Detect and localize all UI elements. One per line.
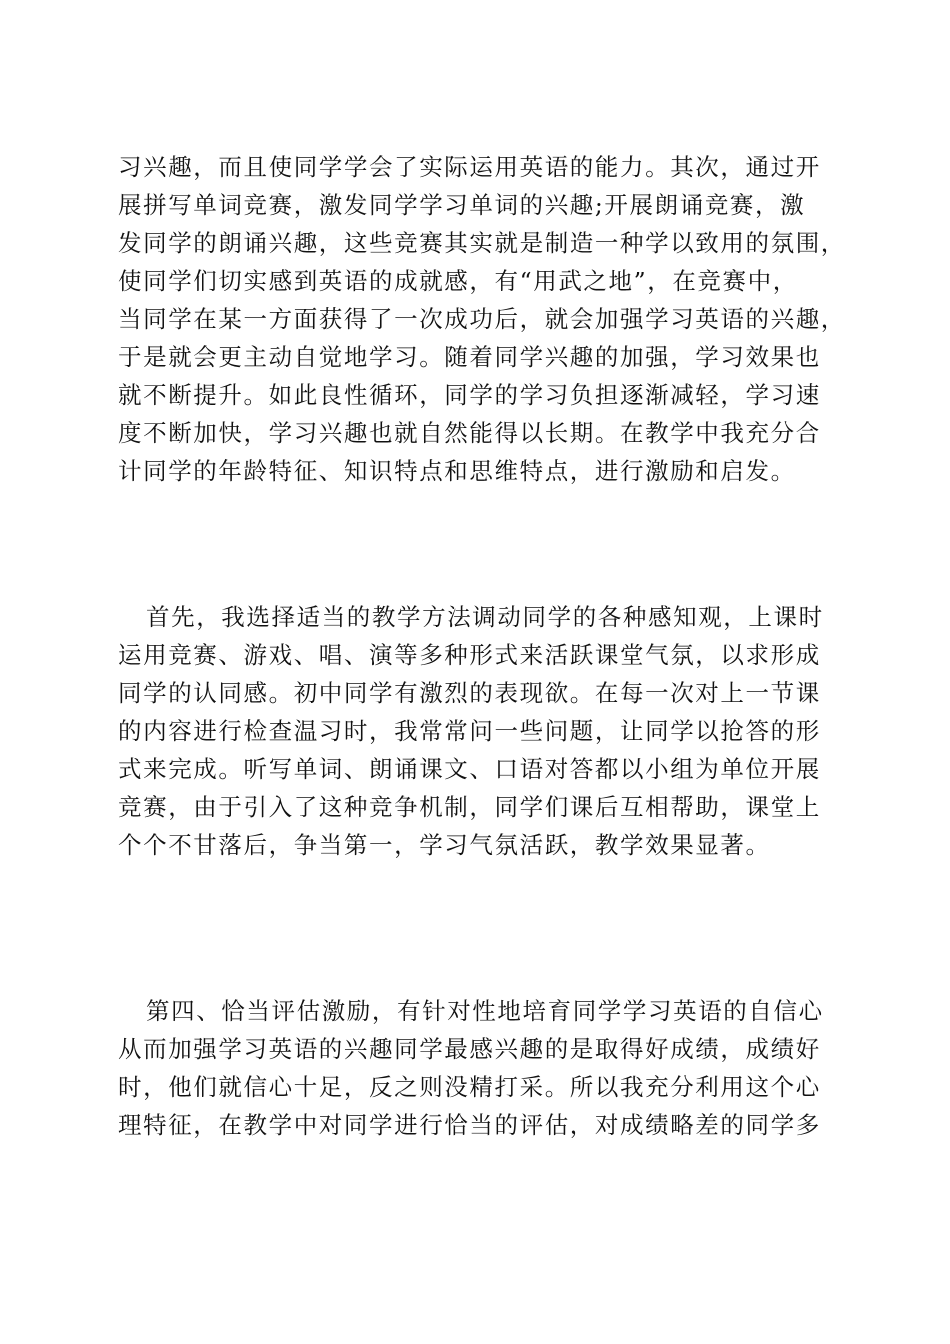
text-line: 时，他们就信心十足，反之则没精打采。所以我充分利用这个心: [118, 1073, 821, 1101]
text-line: 就不断提升。如此良性循环，同学的学习负担逐渐减轻，学习速: [118, 381, 821, 409]
text-line: 运用竞赛、游戏、唱、演等多种形式来活跃课堂气氛，以求形成: [118, 641, 821, 669]
text-line: 首先，我选择适当的教学方法调动同学的各种感知观，上课时: [146, 603, 824, 631]
text-line: 展拼写单词竞赛，激发同学学习单词的兴趣;开展朗诵竞赛，激: [118, 191, 806, 219]
text-line: 度不断加快，学习兴趣也就自然能得以长期。在教学中我充分合: [118, 419, 821, 447]
text-line: 理特征，在教学中对同学进行恰当的评估，对成绩略差的同学多: [118, 1111, 821, 1139]
text-line: 当同学在某一方面获得了一次成功后，就会加强学习英语的兴趣，: [118, 305, 846, 333]
paragraph-3: [118, 992, 838, 1144]
text-line: 从而加强学习英语的兴趣同学最感兴趣的是取得好成绩，成绩好: [118, 1035, 821, 1063]
text-line: 第四、恰当评估激励，有针对性地培育同学学习英语的自信心: [146, 997, 824, 1025]
text-line: 发同学的朗诵兴趣，这些竞赛其实就是制造一种学以致用的氛围，: [118, 229, 846, 257]
text-line: 竞赛，由于引入了这种竞争机制，同学们课后互相帮助，课堂上: [118, 793, 821, 821]
paragraph-2: [118, 598, 838, 864]
text-line: 个个不甘落后，争当第一，学习气氛活跃，教学效果显著。: [118, 831, 771, 859]
text-line: 于是就会更主动自觉地学习。随着同学兴趣的加强，学习效果也: [118, 343, 821, 371]
text-line: 的内容进行检查温习时，我常常问一些问题，让同学以抢答的形: [118, 717, 821, 745]
text-line: 同学的认同感。初中同学有激烈的表现欲。在每一次对上一节课: [118, 679, 821, 707]
text-line: 式来完成。听写单词、朗诵课文、口语对答都以小组为单位开展: [118, 755, 821, 783]
text-line: 习兴趣，而且使同学学会了实际运用英语的能力。其次，通过开: [118, 153, 821, 181]
text-line: 使同学们切实感到英语的成就感，有“用武之地”，在竞赛中，: [118, 267, 798, 295]
text-line: 计同学的年龄特征、知识特点和思维特点，进行激励和启发。: [118, 457, 796, 485]
paragraph-1: [118, 148, 846, 490]
